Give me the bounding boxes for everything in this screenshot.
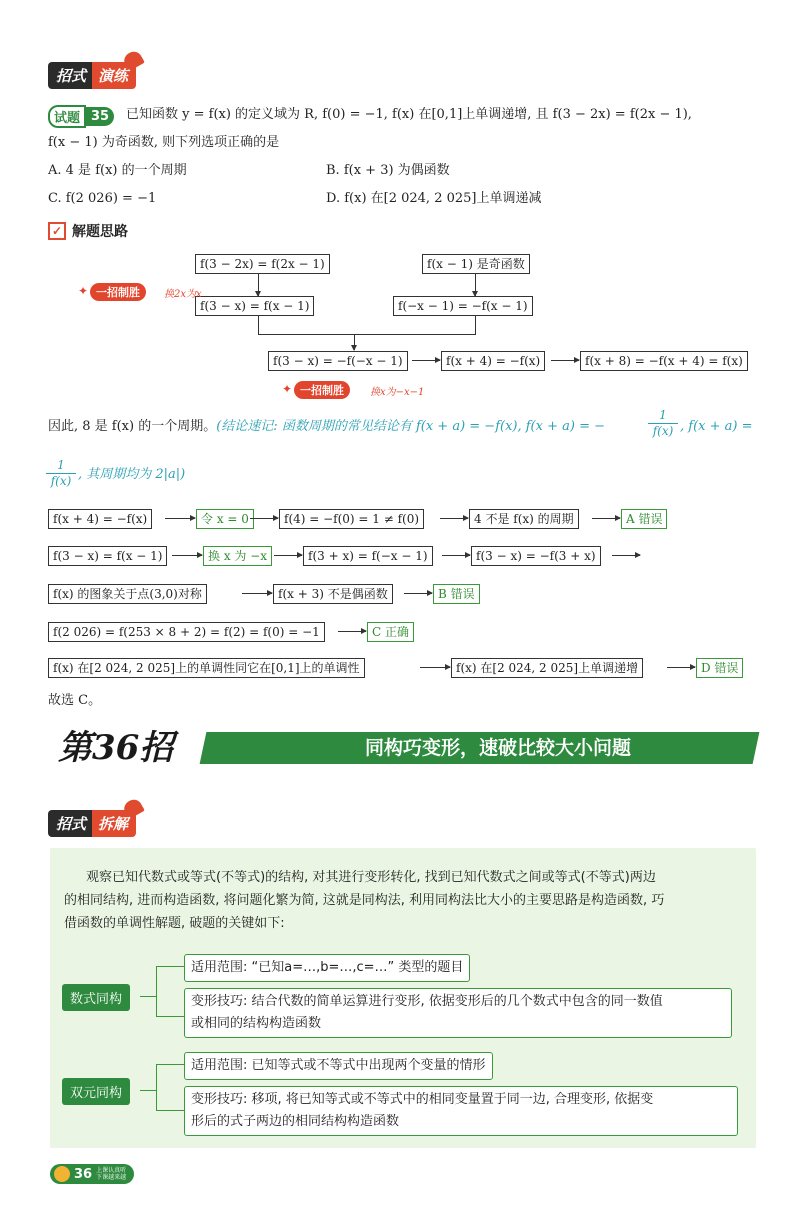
arrow-right	[165, 518, 195, 519]
intro-line1: 观察已知代数式或等式(不等式)的结构, 对其进行变形转化, 找到已知代数式之间或等式(不等式)两边	[86, 870, 656, 885]
connector	[140, 996, 156, 997]
footer-slogan-1: 上课认真听	[96, 1167, 127, 1174]
arrow-right	[420, 667, 450, 668]
arrow-right	[442, 555, 470, 556]
chain1-box2: 令 x = 0	[196, 509, 254, 529]
mascot-icon	[54, 1166, 70, 1182]
flow-box-a1: f(3 − 2x) = f(2x − 1)	[195, 254, 330, 274]
badge-part1: 招式	[48, 62, 92, 89]
problem-line2: f(x − 1) 为奇函数, 则下列选项正确的是	[48, 135, 280, 150]
chain1-box4: 4 不是 f(x) 的周期	[469, 509, 579, 529]
flow-box-b2: f(−x − 1) = −f(x − 1)	[393, 296, 533, 316]
arrow-down	[354, 334, 355, 350]
chain1-box1: f(x + 4) = −f(x)	[48, 509, 152, 529]
method1-scope: 适用范围: “已知a=…,b=…,c=…” 类型的题目	[184, 954, 470, 982]
section-badge-practice	[48, 62, 136, 88]
section-badge-breakdown	[48, 810, 136, 836]
hint-text-2: 换x为−x−1	[370, 387, 425, 398]
option-c: C. f(2 026) = −1	[48, 191, 157, 206]
conclusion-line	[48, 418, 605, 436]
arrow-right	[412, 360, 440, 361]
checkbox-icon: ✓	[48, 222, 66, 240]
fraction-denominator: f(x)	[648, 423, 678, 439]
hint-text-1: 换2x为x	[164, 289, 202, 300]
chain5-result: D 错误	[696, 658, 743, 678]
badge-part2-text: 演练	[98, 66, 129, 85]
method1-tech-line2: 或相同的结构构造函数	[191, 1016, 322, 1031]
arrow-right	[551, 360, 579, 361]
badge-part1: 招式	[48, 810, 92, 837]
flow-box-c1: f(3 − x) = −f(−x − 1)	[268, 351, 408, 371]
chapter-banner	[48, 726, 756, 770]
chain1-result: A 错误	[621, 509, 667, 529]
footer-slogan-2: 下课越来越	[96, 1174, 127, 1181]
chain5-box1: f(x) 在[2 024, 2 025]上的单调性同它在[0,1]上的单调性	[48, 658, 365, 678]
note-fraction-2	[46, 458, 76, 489]
arrow-right	[242, 593, 272, 594]
answer: 故选 C。	[48, 693, 102, 708]
method2-tech-line1: 变形技巧: 移项, 将已知等式或不等式中的相同变量置于同一边, 合理变形, 依据变	[191, 1092, 654, 1107]
page-number: 36	[74, 1166, 93, 1182]
arrow-right	[612, 555, 640, 556]
fraction-numerator: 1	[659, 408, 667, 422]
flow-box-a2: f(3 − x) = f(x − 1)	[195, 296, 314, 316]
chain2-box1: f(3 − x) = f(x − 1)	[48, 546, 167, 566]
chain4-result: C 正确	[367, 622, 414, 642]
hint-tag-2: 一招制胜	[294, 381, 350, 399]
flow-box-c2: f(x + 4) = −f(x)	[441, 351, 545, 371]
connector	[156, 1064, 157, 1110]
badge-part2-text: 拆解	[98, 814, 129, 833]
chain3-result: B 错误	[433, 584, 480, 604]
connector	[156, 1016, 184, 1017]
banner-subtitle: 同构巧变形，速破比较大小问题	[364, 737, 631, 759]
banner-title: 第36招	[58, 728, 174, 768]
flow-box-b1: f(x − 1) 是奇函数	[422, 254, 530, 274]
chain3-box1: f(x) 的图象关于点(3,0)对称	[48, 584, 207, 604]
sparkle-icon: ✦	[78, 284, 89, 298]
badge-part2	[92, 810, 136, 837]
problem-line1: 已知函数 y = f(x) 的定义域为 R, f(0) = −1, f(x) 在[0,1]上单调递增, 且 f(3 − 2x) = f(2x − 1),	[126, 107, 692, 122]
arrow-right	[592, 518, 620, 519]
chain1-box3: f(4) = −f(0) = 1 ≠ f(0)	[279, 509, 424, 529]
sparkle-icon: ✦	[282, 382, 293, 396]
fraction-numerator: 1	[57, 458, 65, 472]
chain3-box2: f(x + 3) 不是偶函数	[273, 584, 393, 604]
page-footer	[50, 1164, 134, 1184]
method2-technique	[184, 1086, 738, 1136]
footer-slogan	[96, 1167, 126, 1181]
solution-heading	[48, 221, 128, 241]
arrow-right	[667, 667, 695, 668]
method2-scope: 适用范围: 已知等式或不等式中出现两个变量的情形	[184, 1052, 493, 1080]
problem-label-text: 试题	[48, 105, 86, 128]
method1-tech-line1: 变形技巧: 结合代数的简单运算进行变形, 依据变形后的几个数式中包含的同一数值	[191, 994, 663, 1009]
conclusion-note-2: , f(x + a) =	[680, 419, 753, 434]
problem-number: 35	[86, 107, 114, 126]
option-d: D. f(x) 在[2 024, 2 025]上单调递减	[326, 191, 542, 206]
method2-tech-line2: 形后的式子两边的相同结构构造函数	[191, 1114, 400, 1129]
connector	[156, 1110, 184, 1111]
badge-part2	[92, 62, 136, 89]
conclusion-note-3: , 其周期均为 2|a|)	[78, 467, 186, 482]
connector	[156, 1064, 184, 1065]
intro-paragraph	[64, 866, 738, 935]
arrow-right	[404, 593, 432, 594]
arrow-right	[250, 518, 278, 519]
method-name-2: 双元同构	[62, 1078, 130, 1105]
arrow-down	[258, 274, 259, 296]
problem-label	[48, 105, 114, 127]
connector	[156, 966, 157, 1016]
fraction-denominator: f(x)	[46, 473, 76, 489]
arrow-right	[172, 555, 202, 556]
arrow-down	[475, 274, 476, 296]
option-b: B. f(x + 3) 为偶函数	[326, 163, 450, 178]
conclusion-note-1: (结论速记: 函数周期的常见结论有 f(x + a) = −f(x), f(x + a) = −	[216, 419, 605, 434]
connector	[475, 316, 476, 334]
connector	[140, 1090, 156, 1091]
option-a: A. 4 是 f(x) 的一个周期	[48, 163, 187, 178]
chain2-box3: f(3 + x) = f(−x − 1)	[303, 546, 433, 566]
arrow-right	[274, 555, 302, 556]
arrow-right	[338, 631, 366, 632]
arrow-right	[440, 518, 468, 519]
hint-tag-1: 一招制胜	[90, 283, 146, 301]
chain5-box2: f(x) 在[2 024, 2 025]上单调递增	[451, 658, 643, 678]
intro-line3: 借函数的单调性解题, 破题的关键如下:	[64, 916, 285, 931]
connector	[156, 966, 184, 967]
intro-line2: 的相同结构, 进而构造函数, 将问题化繁为简, 这就是同构法, 利用同构法比大小的主要思路是构造函数, 巧	[64, 893, 665, 908]
chain2-box2: 换 x 为 −x	[203, 546, 272, 566]
conclusion-main: 因此, 8 是 f(x) 的一个周期。	[48, 419, 217, 434]
method-name-1: 数式同构	[62, 984, 130, 1011]
chain2-box4: f(3 − x) = −f(3 + x)	[471, 546, 601, 566]
connector	[258, 316, 259, 334]
note-fraction-1	[648, 408, 678, 439]
chain4-box1: f(2 026) = f(253 × 8 + 2) = f(2) = f(0) = −1	[48, 622, 325, 642]
flow-box-c3: f(x + 8) = −f(x + 4) = f(x)	[580, 351, 748, 371]
connector	[258, 334, 476, 335]
solution-title: 解题思路	[72, 224, 128, 240]
method1-technique	[184, 988, 732, 1038]
